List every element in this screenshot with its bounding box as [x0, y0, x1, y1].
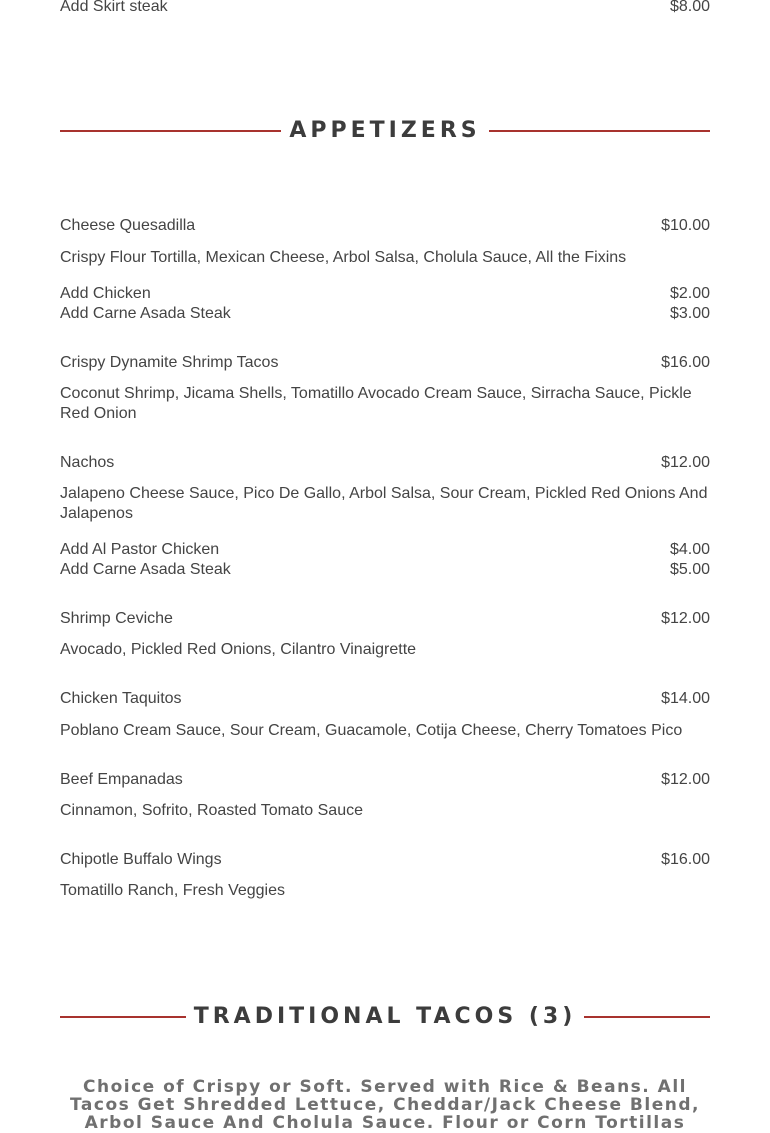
- addon-price: $4.00: [669, 541, 710, 558]
- item-description: Poblano Cream Sauce, Sour Cream, Guacamole, Cotija Cheese, Cherry Tomatoes Pico: [60, 722, 683, 739]
- menu-item: [60, 453, 710, 473]
- menu-item: [60, 770, 710, 790]
- item-name: Beef Empanadas: [60, 771, 183, 788]
- item-description: Cinnamon, Sofrito, Roasted Tomato Sauce: [60, 802, 363, 819]
- menu-addon-row: [60, 0, 710, 17]
- addon-price: $2.00: [669, 285, 710, 302]
- addon-name: Add Carne Asada Steak: [60, 561, 231, 578]
- menu-addon-row: [60, 304, 710, 324]
- menu-addon-row: [60, 540, 710, 560]
- menu-item: [60, 689, 710, 709]
- addon-name: Add Al Pastor Chicken: [60, 541, 220, 558]
- addon-name: Add Carne Asada Steak: [60, 305, 231, 322]
- item-description: Avocado, Pickled Red Onions, Cilantro Vinaigrette: [60, 641, 417, 658]
- menu-item: [60, 850, 710, 870]
- menu-item: [60, 609, 710, 629]
- item-name: Crispy Dynamite Shrimp Tacos: [60, 354, 279, 371]
- item-price: $12.00: [661, 454, 710, 471]
- item-description: Coconut Shrimp, Jicama Shells, Tomatillo Avocado Cream Sauce, Sirracha Sauce, Pickle Red Onion: [60, 385, 692, 422]
- section-heading-appetizers: [60, 116, 710, 146]
- menu-item: [60, 353, 710, 373]
- item-price: $10.00: [661, 217, 710, 234]
- item-price: $14.00: [661, 690, 710, 707]
- item-name: Chicken Taquitos: [60, 690, 182, 707]
- item-description: Tomatillo Ranch, Fresh Veggies: [60, 882, 285, 899]
- addon-price: $3.00: [669, 305, 710, 322]
- item-name: Cheese Quesadilla: [60, 217, 196, 234]
- section-heading-traditional-tacos: [60, 1002, 710, 1032]
- addon-price: $5.00: [669, 561, 710, 578]
- item-description: Jalapeno Cheese Sauce, Pico De Gallo, Arbol Salsa, Sour Cream, Pickled Red Onions And Jalapenos: [60, 485, 708, 522]
- item-description: Crispy Flour Tortilla, Mexican Cheese, Arbol Salsa, Cholula Sauce, All the Fixins: [60, 249, 627, 266]
- item-name: Shrimp Ceviche: [60, 610, 173, 627]
- section-note: Choice of Crispy or Soft. Served with Rice & Beans. All Tacos Get Shredded Lettuce, Cheddar/Jack Cheese Blend, Arbol Sauce And Cholula Sauce. Flour or Corn Tortillas: [70, 1077, 700, 1133]
- addon-name: Add Chicken: [60, 285, 151, 302]
- item-name: Chipotle Buffalo Wings: [60, 851, 222, 868]
- item-price: $12.00: [661, 771, 710, 788]
- section-title: [60, 116, 710, 146]
- addon-price: $8.00: [669, 0, 710, 15]
- menu-addon-row: [60, 560, 710, 580]
- item-price: $16.00: [661, 354, 710, 371]
- menu-addon-row: [60, 284, 710, 304]
- item-price: $16.00: [661, 851, 710, 868]
- item-name: Nachos: [60, 454, 115, 471]
- menu-item: [60, 216, 710, 236]
- addon-name: Add Skirt steak: [60, 0, 168, 15]
- section-title-text: TRADITIONAL TACOS (3): [186, 1004, 585, 1029]
- section-title: [60, 1002, 710, 1032]
- section-title-text: APPETIZERS: [281, 118, 488, 143]
- item-price: $12.00: [661, 610, 710, 627]
